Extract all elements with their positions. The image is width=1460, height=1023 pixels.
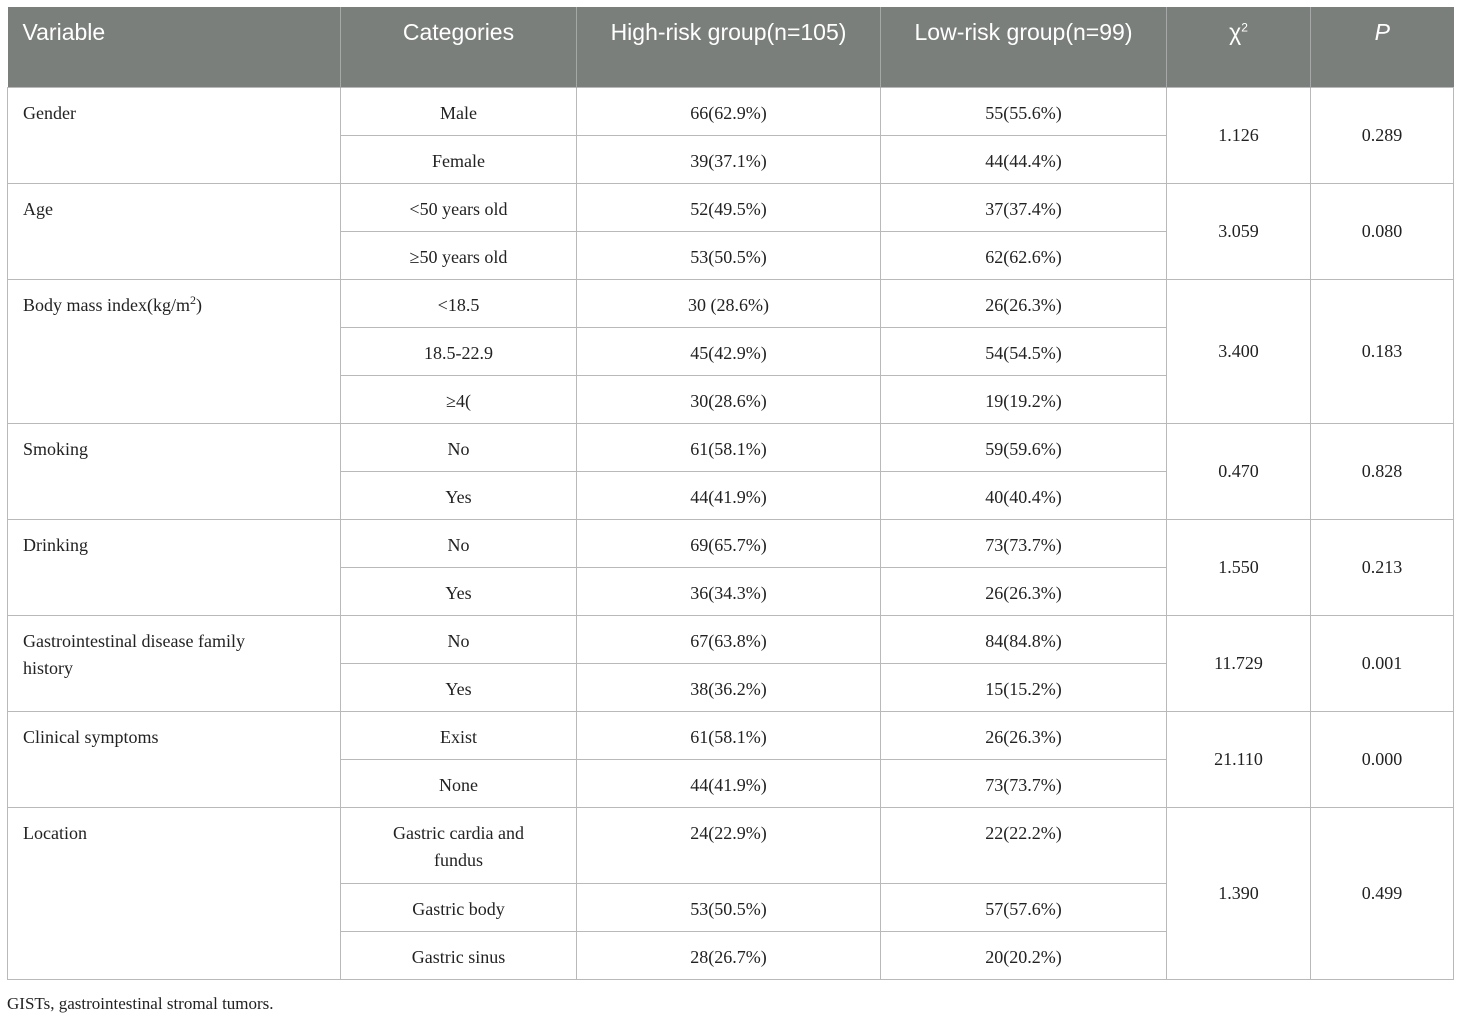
p-value-cell: 0.289: [1311, 87, 1454, 183]
header-categories: Categories: [341, 7, 577, 87]
category-cell: <50 years old: [341, 183, 577, 231]
category-cell: <18.5: [341, 279, 577, 327]
category-cell: Gastric body: [341, 883, 577, 931]
p-value-cell: 0.001: [1311, 615, 1454, 711]
variable-label: Body mass index(kg/m: [23, 294, 190, 315]
high-risk-cell: 30(28.6%): [577, 375, 881, 423]
chi-square-cell: 1.550: [1167, 519, 1311, 615]
variable-label: Drinking: [23, 534, 88, 555]
table-row: [8, 807, 1454, 883]
variable-cell: [8, 807, 341, 979]
variable-label-tail: ): [196, 294, 202, 315]
p-value-cell: 0.183: [1311, 279, 1454, 423]
table-row: [8, 519, 1454, 567]
low-risk-cell: 59(59.6%): [881, 423, 1167, 471]
variable-cell: [8, 279, 341, 423]
low-risk-cell: 57(57.6%): [881, 883, 1167, 931]
low-risk-cell: 44(44.4%): [881, 135, 1167, 183]
table-row: [8, 711, 1454, 759]
p-value-cell: 0.080: [1311, 183, 1454, 279]
high-risk-cell: 44(41.9%): [577, 471, 881, 519]
variable-label: Smoking: [23, 438, 89, 459]
high-risk-cell: 69(65.7%): [577, 519, 881, 567]
table-row: [8, 87, 1454, 135]
category-cell: Yes: [341, 471, 577, 519]
high-risk-cell: 66(62.9%): [577, 87, 881, 135]
chi-square-cell: 0.470: [1167, 423, 1311, 519]
header-p-label: P: [1374, 19, 1390, 45]
header-chi-superscript: 2: [1241, 20, 1248, 35]
low-risk-cell: 73(73.7%): [881, 519, 1167, 567]
chi-square-cell: 11.729: [1167, 615, 1311, 711]
p-value-cell: 0.499: [1311, 807, 1454, 979]
category-cell: Male: [341, 87, 577, 135]
table-footnote: GISTs, gastrointestinal stromal tumors.: [7, 994, 274, 1013]
table-header: [8, 7, 1454, 87]
low-risk-cell: 62(62.6%): [881, 231, 1167, 279]
high-risk-cell: 44(41.9%): [577, 759, 881, 807]
chi-square-cell: 1.126: [1167, 87, 1311, 183]
high-risk-cell: 38(36.2%): [577, 663, 881, 711]
high-risk-cell: 28(26.7%): [577, 931, 881, 979]
variable-unit-superscript: 2: [190, 292, 196, 307]
low-risk-cell: 55(55.6%): [881, 87, 1167, 135]
high-risk-cell: 24(22.9%): [577, 807, 881, 883]
low-risk-cell: 84(84.8%): [881, 615, 1167, 663]
table-row: [8, 183, 1454, 231]
high-risk-cell: 30 (28.6%): [577, 279, 881, 327]
category-cell: Gastric cardia and fundus: [341, 807, 577, 883]
low-risk-cell: 22(22.2%): [881, 807, 1167, 883]
high-risk-cell: 36(34.3%): [577, 567, 881, 615]
header-chi-symbol: χ: [1229, 19, 1242, 45]
high-risk-cell: 67(63.8%): [577, 615, 881, 663]
category-cell: Exist: [341, 711, 577, 759]
category-cell: ≥50 years old: [341, 231, 577, 279]
category-cell: Female: [341, 135, 577, 183]
category-cell: Yes: [341, 567, 577, 615]
category-cell: None: [341, 759, 577, 807]
high-risk-cell: 61(58.1%): [577, 711, 881, 759]
variable-label: Location: [23, 822, 87, 843]
variable-cell: [8, 519, 341, 615]
header-p-value: [1311, 7, 1454, 87]
variable-cell: [8, 615, 341, 711]
table-body: [8, 87, 1454, 979]
category-cell: No: [341, 423, 577, 471]
high-risk-cell: 53(50.5%): [577, 883, 881, 931]
high-risk-cell: 45(42.9%): [577, 327, 881, 375]
high-risk-cell: 39(37.1%): [577, 135, 881, 183]
low-risk-cell: 26(26.3%): [881, 279, 1167, 327]
low-risk-cell: 15(15.2%): [881, 663, 1167, 711]
low-risk-cell: 54(54.5%): [881, 327, 1167, 375]
variable-label: Gastrointestinal disease family history: [23, 630, 245, 678]
high-risk-cell: 52(49.5%): [577, 183, 881, 231]
chi-square-cell: 3.400: [1167, 279, 1311, 423]
header-variable: Variable: [8, 7, 341, 87]
high-risk-cell: 53(50.5%): [577, 231, 881, 279]
variable-cell: [8, 423, 341, 519]
variable-label: Clinical symptoms: [23, 726, 159, 747]
category-cell: Yes: [341, 663, 577, 711]
chi-square-cell: 3.059: [1167, 183, 1311, 279]
header-high-risk: High-risk group(n=105): [577, 7, 881, 87]
category-cell: 18.5-22.9: [341, 327, 577, 375]
variable-cell: [8, 87, 341, 183]
table-row: [8, 423, 1454, 471]
low-risk-cell: 73(73.7%): [881, 759, 1167, 807]
chi-square-cell: 1.390: [1167, 807, 1311, 979]
low-risk-cell: 26(26.3%): [881, 567, 1167, 615]
category-cell: No: [341, 615, 577, 663]
low-risk-cell: 20(20.2%): [881, 931, 1167, 979]
table-row: [8, 279, 1454, 327]
category-cell: No: [341, 519, 577, 567]
low-risk-cell: 37(37.4%): [881, 183, 1167, 231]
p-value-cell: 0.828: [1311, 423, 1454, 519]
high-risk-cell: 61(58.1%): [577, 423, 881, 471]
p-value-cell: 0.213: [1311, 519, 1454, 615]
chi-square-cell: 21.110: [1167, 711, 1311, 807]
header-chi-square: [1167, 7, 1311, 87]
category-cell: Gastric sinus: [341, 931, 577, 979]
low-risk-cell: 40(40.4%): [881, 471, 1167, 519]
low-risk-cell: 19(19.2%): [881, 375, 1167, 423]
category-cell: ≥4(: [341, 375, 577, 423]
header-low-risk: Low-risk group(n=99): [881, 7, 1167, 87]
low-risk-cell: 26(26.3%): [881, 711, 1167, 759]
table-row: [8, 615, 1454, 663]
variable-cell: [8, 183, 341, 279]
data-table: [7, 7, 1454, 980]
p-value-cell: 0.000: [1311, 711, 1454, 807]
variable-label: Age: [23, 198, 53, 219]
variable-label: Gender: [23, 102, 76, 123]
variable-cell: [8, 711, 341, 807]
